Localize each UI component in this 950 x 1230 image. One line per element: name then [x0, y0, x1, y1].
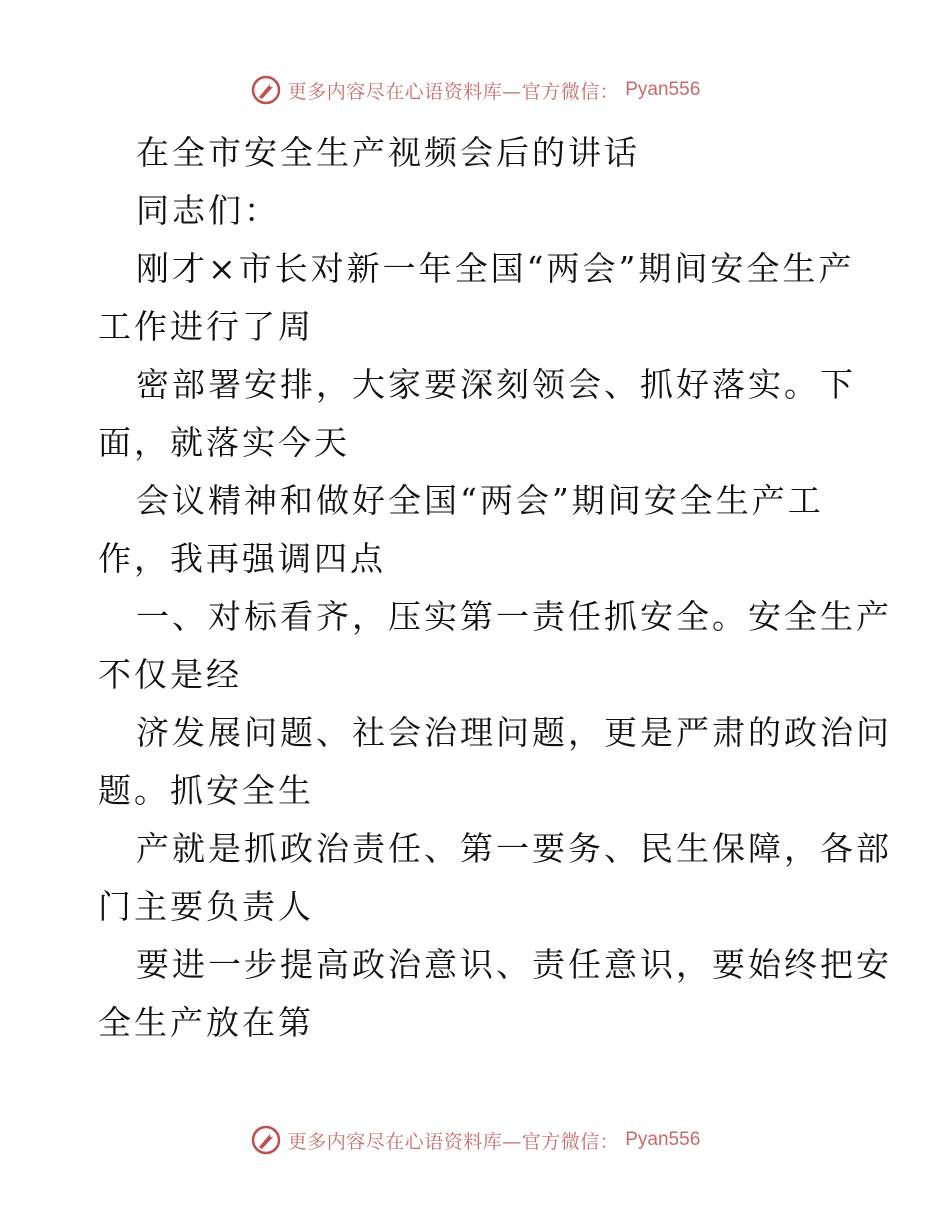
paragraph-line: 题。抓安全生 [98, 771, 314, 810]
paragraph-line: 作，我再强调四点 [98, 539, 386, 578]
paragraph-line: 济发展问题、社会治理问题，更是严肃的政治问 [136, 713, 892, 752]
document-title: 在全市安全生产视频会后的讲话 [136, 133, 640, 172]
paragraph-line: 同志们： [136, 191, 280, 230]
watermark-text: 更多内容尽在心语资料库—官方微信： [287, 1130, 620, 1153]
paragraph-line: 产就是抓政治责任、第一要务、民生保障，各部 [136, 829, 892, 868]
footer-watermark [0, 1120, 950, 1160]
pen-nib-logo-icon [250, 1124, 282, 1156]
paragraph-line: 不仅是经 [98, 655, 242, 694]
paragraph-line: 门主要负责人 [98, 887, 314, 926]
watermark-wechat-id: Pyan556 [625, 1129, 701, 1150]
document-body [98, 124, 892, 1052]
paragraph-line: 要进一步提高政治意识、责任意识，要始终把安 [136, 945, 892, 984]
paragraph-line: 密部署安排，大家要深刻领会、抓好落实。下 [136, 365, 856, 404]
pen-nib-logo-icon [250, 74, 282, 106]
watermark-wechat-id: Pyan556 [625, 79, 701, 100]
paragraph-line: 工作进行了周 [98, 307, 314, 346]
paragraph-line: 面，就落实今天 [98, 423, 350, 462]
paragraph-line: 一、对标看齐，压实第一责任抓安全。安全生产 [136, 597, 892, 636]
paragraph-line: 会议精神和做好全国“两会”期间安全生产工 [136, 481, 824, 520]
paragraph-line: 刚才×市长对新一年全国“两会”期间安全生产 [136, 249, 855, 288]
paragraph-line: 全生产放在第 [98, 1003, 314, 1042]
header-watermark [0, 70, 950, 110]
watermark-text: 更多内容尽在心语资料库—官方微信： [287, 80, 620, 103]
